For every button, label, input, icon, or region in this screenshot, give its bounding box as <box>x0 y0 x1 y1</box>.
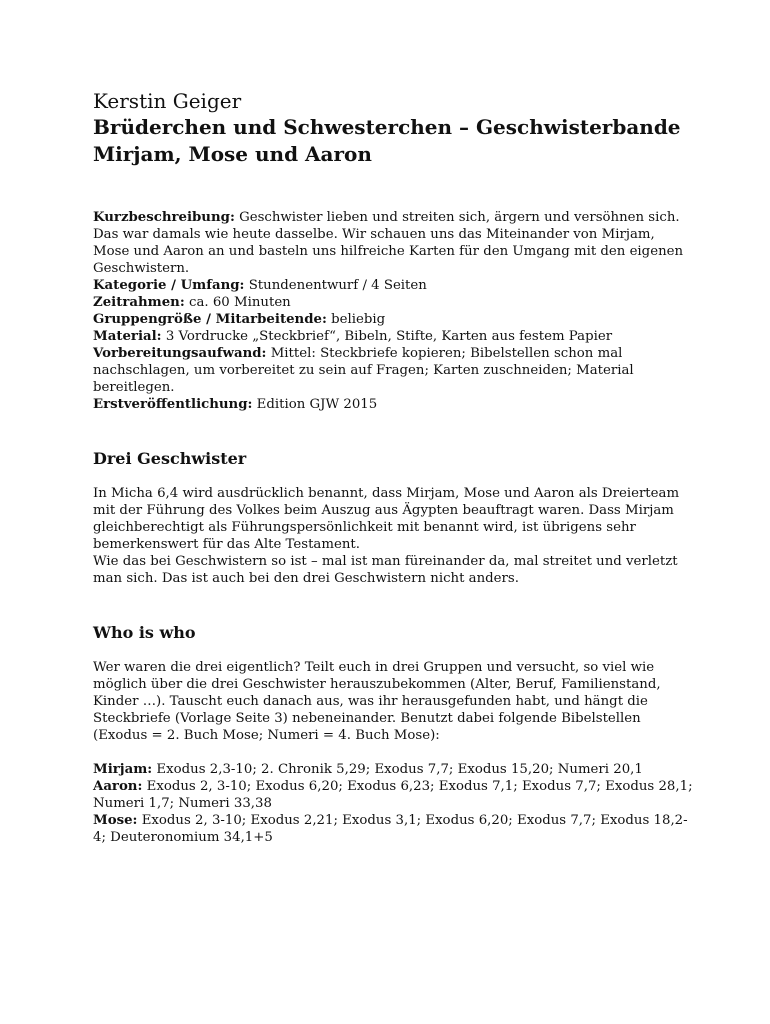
meta-vorbereitungsaufwand <box>93 345 693 396</box>
reference-label: Mirjam: <box>93 762 153 777</box>
meta-label: Gruppengröße / Mitarbeitende: <box>93 312 327 327</box>
meta-value: ca. 60 Minuten <box>189 295 291 310</box>
section-heading: Who is who <box>93 623 196 642</box>
meta-value: 3 Vordrucke „Steckbrief“, Bibeln, Stifte, Karten aus festem Papier <box>165 329 613 344</box>
meta-value: Stundenentwurf / 4 Seiten <box>248 278 427 293</box>
meta-value: Edition GJW 2015 <box>256 397 378 412</box>
body-paragraph: Wer waren die drei eigentlich? Teilt euch in drei Gruppen und versucht, so viel wie möglich über die drei Geschwister herauszubekommen (Alter, Beruf, Familienstand, Kinder …). Tauscht euch danach aus, was ihr herausgefunden habt, und hängt die Steckbriefe (Vorlage Seite 3) nebeneinander. Benutzt dabei folgende Bibelstellen (Exodus = 2. Buch Mose; Numeri = 4. Buch Mose): <box>93 660 661 743</box>
meta-material <box>93 328 693 345</box>
meta-zeitrahmen <box>93 294 693 311</box>
section-who-is-who <box>93 623 693 846</box>
reference-label: Mose: <box>93 813 138 828</box>
meta-value: Geschwister lieben und streiten sich, ärgern und versöhnen sich. Das war damals wie heute dasselbe. Wir schauen uns das Miteinander von Mirjam, Mose und Aaron an und basteln uns hilfreiche Karten für den Umgang mit den eigenen Geschwistern. <box>93 210 684 276</box>
meta-label: Material: <box>93 329 162 344</box>
meta-kurzbeschreibung <box>93 209 693 277</box>
meta-label: Erstveröffentlichung: <box>93 397 253 412</box>
body-paragraph: In Micha 6,4 wird ausdrücklich benannt, dass Mirjam, Mose und Aaron als Dreierteam mit der Führung des Volkes beim Auszug aus Ägypten beauftragt waren. Dass Mirjam gleichberechtigt als Führungspersönlichkeit mit benannt wird, ist übrigens sehr bemerkenswert für das Alte Testament. <box>93 486 680 552</box>
meta-label: Kurzbeschreibung: <box>93 210 235 225</box>
meta-erstveroeffentlichung <box>93 396 693 413</box>
author-name: Kerstin Geiger <box>93 89 242 113</box>
reference-aaron <box>93 778 693 812</box>
document-title-line-1: Brüderchen und Schwesterchen – Geschwisterbande <box>93 115 681 139</box>
reference-value: Exodus 2, 3-10; Exodus 2,21; Exodus 3,1; Exodus 6,20; Exodus 7,7; Exodus 18,2-4; Deuteronomium 34,1+5 <box>93 813 688 845</box>
document-page <box>93 88 693 846</box>
meta-kategorie <box>93 277 693 294</box>
body-paragraph: Wie das bei Geschwistern so ist – mal ist man füreinander da, mal streitet und verletzt man sich. Das ist auch bei den drei Geschwistern nicht anders. <box>93 554 678 586</box>
bible-references <box>93 761 693 846</box>
reference-value: Exodus 2, 3-10; Exodus 6,20; Exodus 6,23; Exodus 7,1; Exodus 7,7; Exodus 28,1; Numeri 1,7; Numeri 33,38 <box>93 779 693 811</box>
meta-label: Vorbereitungsaufwand: <box>93 346 267 361</box>
meta-block <box>93 209 693 413</box>
section-drei-geschwister <box>93 449 693 587</box>
document-title-line-2: Mirjam, Mose und Aaron <box>93 142 372 166</box>
meta-label: Zeitrahmen: <box>93 295 185 310</box>
reference-mose <box>93 812 693 846</box>
meta-gruppengroesse <box>93 311 693 328</box>
reference-mirjam <box>93 761 693 778</box>
meta-value: Mittel: Steckbriefe kopieren; Bibelstellen schon mal nachschlagen, um vorbereitet zu sein auf Fragen; Karten zuschneiden; Material bereitlegen. <box>93 346 634 395</box>
reference-label: Aaron: <box>93 779 143 794</box>
meta-value: beliebig <box>331 312 386 327</box>
meta-label: Kategorie / Umfang: <box>93 278 245 293</box>
reference-value: Exodus 2,3-10; 2. Chronik 5,29; Exodus 7,7; Exodus 15,20; Numeri 20,1 <box>156 762 643 777</box>
section-heading: Drei Geschwister <box>93 449 247 468</box>
